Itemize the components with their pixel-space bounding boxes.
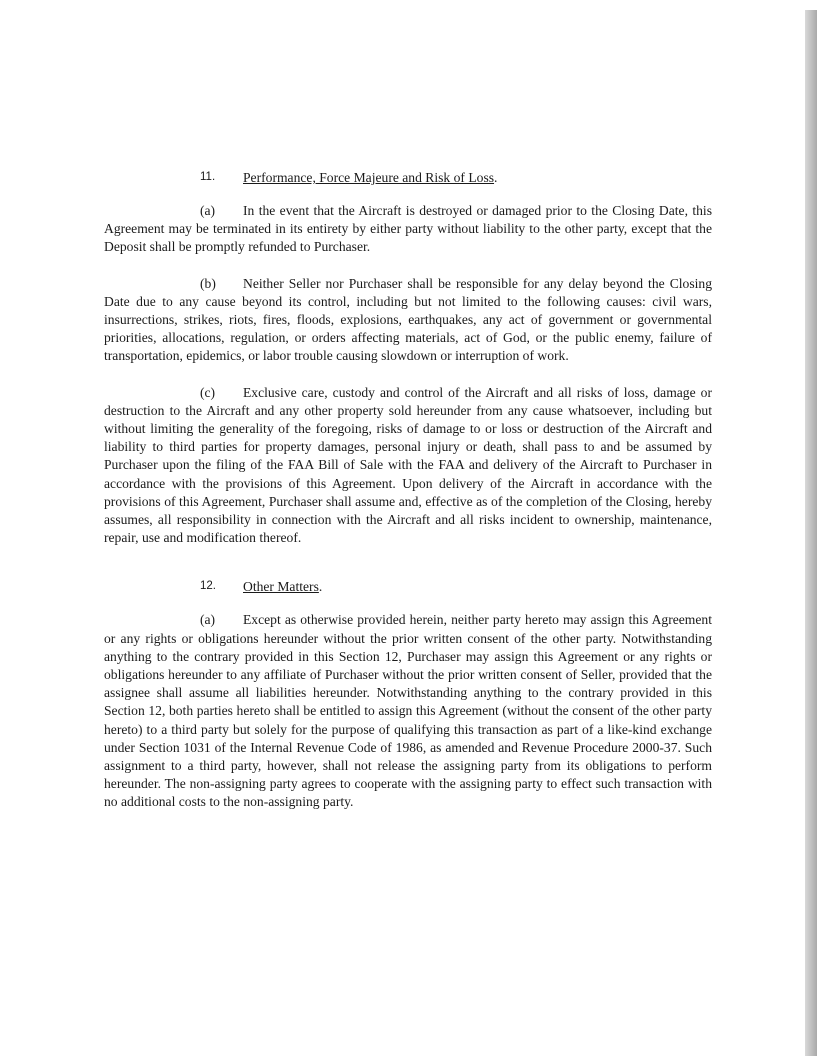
section-title: Performance, Force Majeure and Risk of Loss <box>243 170 495 185</box>
section-11-paragraph-c <box>104 384 712 548</box>
paragraph-text: Exclusive care, custody and control of the Aircraft and all risks of loss, damage or destruction to the Aircraft and any other property sold hereunder from any cause whatsoever, including but without limiting the generality of the foregoing, risks of damage to or loss or destruction of the Aircraft and liability to third parties for property damages, personal injury or death, shall pass to and be assumed by Purchaser upon the filing of the FAA Bill of Sale with the FAA and delivery of the Aircraft to Purchaser in accordance with the provisions of this Agreement. Upon delivery of the Aircraft in accordance with the provisions of this Agreement, Purchaser shall assume and, effective as of the completion of the Closing, hereby assumes, all responsibility in connection with the Aircraft and all risks incident to ownership, maintenance, repair, use and modification thereof. <box>104 384 712 546</box>
section-11-paragraph-b <box>104 275 712 366</box>
paragraph-letter: (b) <box>200 275 216 291</box>
section-number: 12. <box>200 580 216 593</box>
section-12-heading <box>104 577 712 596</box>
paragraph-text: Neither Seller nor Purchaser shall be responsible for any delay beyond the Closing Date due to any cause beyond its control, including but not limited to the following causes: civil wars, insurrections, strikes, riots, fires, floods, explosions, earthquakes, any act of government or governmental priorities, allocations, regulation, or orders affecting materials, act of God, or the public enemy, failure of transportation, epidemics, or labor trouble causing slowdown or interruption of work. <box>104 275 712 364</box>
section-11-paragraph-a <box>104 202 712 257</box>
scanned-page-edge <box>805 10 817 1056</box>
paragraph-letter: (a) <box>200 203 216 218</box>
section-title: Other Matters <box>243 579 319 595</box>
paragraph-text: Except as otherwise provided herein, neither party hereto may assign this Agreement or any rights or obligations hereunder without the prior written consent of the other party. Notwithstanding anything to the contrary provided in this Section 12, Purchaser may assign this Agreement or any rights or obligations hereunder to any affiliate of Purchaser without the prior written consent of Seller, provided that the assignee shall assume all liabilities hereunder. Notwithstanding anything to the contrary provided in this Section 12, both parties hereto shall be entitled to assign this Agreement (without the consent of the other party hereto) to a third party but solely for the purpose of qualifying this transaction as part of a like-kind exchange under Section 1031 of the Internal Revenue Code of 1986, as amended and Revenue Procedure 2000-37. Such assignment to a third party, however, shall not release the assigning party from its obligations to perform hereunder. The non-assigning party agrees to cooperate with the assigning party to effect such transaction with no additional costs to the non-assigning party. <box>104 612 712 810</box>
section-number: 11. <box>200 171 216 183</box>
paragraph-letter: (c) <box>200 384 216 400</box>
section-12-paragraph-a <box>104 611 712 811</box>
section-title-period: . <box>494 170 498 185</box>
paragraph-letter: (a) <box>200 612 216 628</box>
section-title-period: . <box>318 579 323 595</box>
paragraph-text: In the event that the Aircraft is destroyed or damaged prior to the Closing Date, this Agreement may be terminated in its entirety by either party without liability to the other party, except that the Deposit shall be promptly refunded to Purchaser. <box>104 203 712 255</box>
section-11-heading <box>104 168 712 187</box>
document-body <box>104 168 712 812</box>
